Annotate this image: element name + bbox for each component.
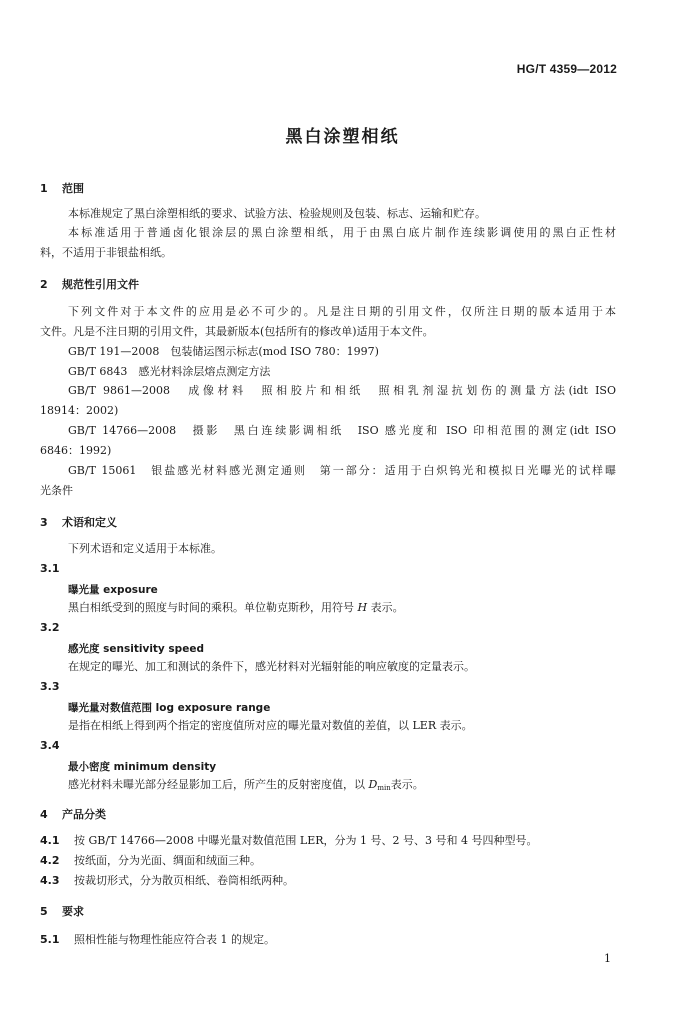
clause: 4.1 按 GB/T 14766—2008 中曝光量对数值范围 LER，分为 1 号、2 号、3 号和 4 号四种型号。	[40, 834, 538, 847]
reference-continuation: 18914：2002)	[40, 404, 119, 417]
paragraph-continuation: 料，不适用于非银盐相纸。	[40, 246, 172, 259]
paragraph: 本标准适用于普通卤化银涂层的黑白涂塑相纸，用于由黑白底片制作连续影调使用的黑白正性材	[68, 226, 616, 239]
term-number: 3.3	[40, 680, 60, 693]
section-heading-1: 1 范围	[40, 182, 84, 195]
term-definition: 感光材料未曝光部分经显影加工后，所产生的反射密度值，以 $D_{min}$表示。	[68, 778, 424, 792]
term-number: 3.2	[40, 621, 60, 634]
clause: 5.1 照相性能与物理性能应符合表 1 的规定。	[40, 933, 275, 946]
term-title: 曝光量对数值范围 log exposure range	[68, 702, 271, 714]
term-definition: 黑白相纸受到的照度与时间的乘积。单位勒克斯秒，用符号 H 表示。	[68, 601, 404, 614]
term-title: 最小密度 minimum density	[68, 761, 217, 773]
term-title: 感光度 sensitivity speed	[68, 643, 204, 655]
paragraph: 本标准规定了黑白涂塑相纸的要求、试验方法、检验规则及包装、标志、运输和贮存。	[68, 207, 486, 220]
section-heading-5: 5 要求	[40, 905, 84, 918]
term-definition: 是指在相纸上得到两个指定的密度值所对应的曝光量对数值的差值，以 LER 表示。	[68, 719, 473, 732]
paragraph: 下列文件对于本文件的应用是必不可少的。凡是注日期的引用文件，仅所注日期的版本适用于本	[68, 305, 616, 318]
paragraph: 下列术语和定义适用于本标准。	[68, 542, 222, 555]
clause: 4.3 按裁切形式，分为散页相纸、卷筒相纸两种。	[40, 874, 294, 887]
standard-code: HG/T 4359—2012	[516, 62, 617, 76]
page-title: 黑白涂塑相纸	[285, 127, 400, 147]
reference-item: GB/T 191—2008 包装储运图示标志(mod ISO 780：1997)	[68, 345, 379, 358]
section-heading-2: 2 规范性引用文件	[40, 278, 139, 291]
reference-item: GB/T 15061 银盐感光材料感光测定通则 第一部分：适用于白炽钨光和模拟日光曝光的试样曝	[68, 464, 616, 477]
reference-item: GB/T 9861—2008 成像材料 照相胶片和相纸 照相乳剂湿抗划伤的测量方法(idt ISO	[68, 384, 616, 397]
section-heading-4: 4 产品分类	[40, 808, 106, 821]
section-heading-3: 3 术语和定义	[40, 516, 117, 529]
term-number: 3.1	[40, 562, 60, 575]
page-number: 1	[604, 952, 611, 965]
term-number: 3.4	[40, 739, 60, 752]
reference-continuation: 6846：1992)	[40, 444, 112, 457]
paragraph-continuation: 文件。凡是不注日期的引用文件，其最新版本(包括所有的修改单)适用于本文件。	[40, 325, 434, 338]
reference-continuation: 光条件	[40, 484, 73, 497]
clause: 4.2 按纸面，分为光面、绸面和绒面三种。	[40, 854, 261, 867]
term-definition: 在规定的曝光、加工和测试的条件下，感光材料对光辐射能的响应敏度的定量表示。	[68, 660, 475, 673]
reference-item: GB/T 14766—2008 摄影 黑白连续影调相纸 ISO 感光度和 ISO 印相范围的测定(idt ISO	[68, 424, 616, 437]
reference-item: GB/T 6843 感光材料涂层熔点测定方法	[68, 365, 271, 378]
term-title: 曝光量 exposure	[68, 584, 158, 596]
